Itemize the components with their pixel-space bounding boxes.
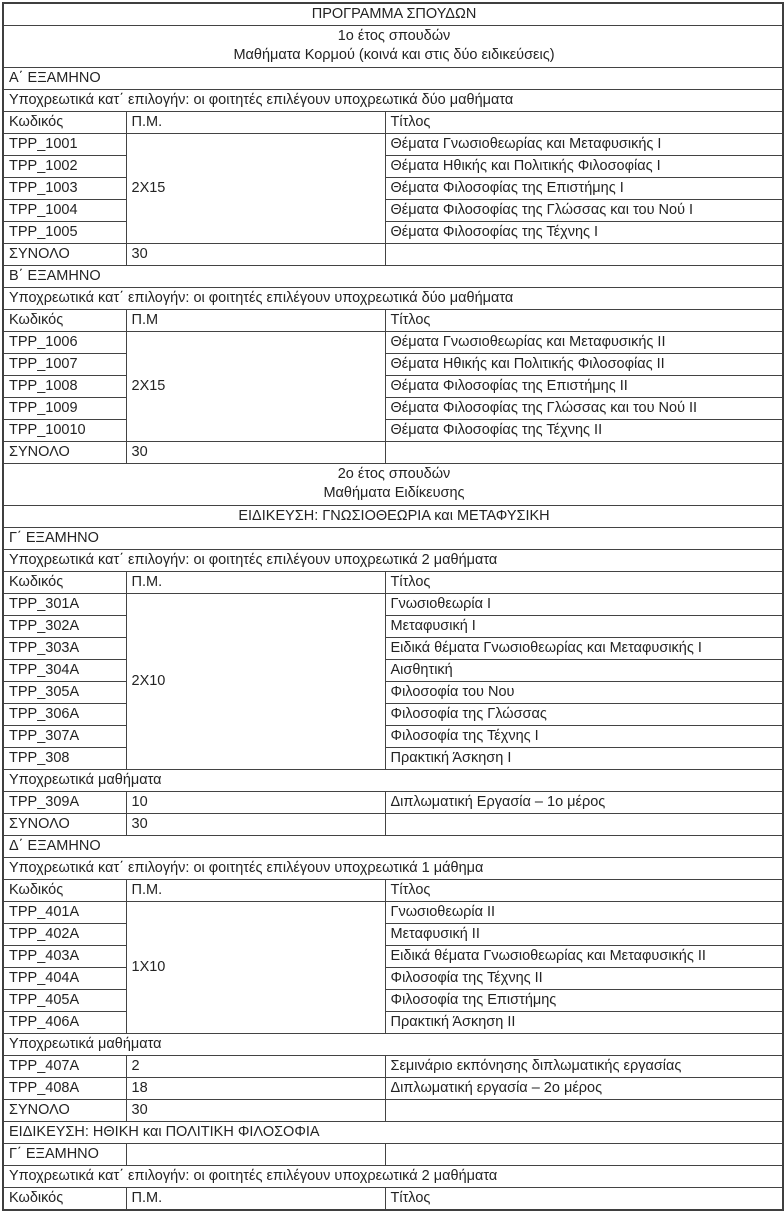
table-row [3, 68, 783, 90]
pm-cell: Π.Μ. [126, 1188, 385, 1211]
course-title-cell: Θέματα Γνωσιοθεωρίας και Μεταφυσικής I [385, 134, 783, 156]
title-cell: Τίτλος [385, 310, 783, 332]
course-title-cell: Θέματα Ηθικής και Πολιτικής Φιλοσοφίας I [385, 156, 783, 178]
course-title-cell: Θέματα Φιλοσοφίας της Τέχνης I [385, 222, 783, 244]
section-label: Δ΄ ΕΞΑΜΗΝΟ [3, 836, 783, 858]
pm-cell: Π.Μ. [126, 572, 385, 594]
course-title-cell: Φιλοσοφία της Τέχνης II [385, 968, 783, 990]
course-title-cell: Πρακτική Άσκηση I [385, 748, 783, 770]
course-code-cell: TPP_406A [3, 1012, 126, 1034]
course-title-cell: Φιλοσοφία του Νου [385, 682, 783, 704]
pm-cell: 30 [126, 1100, 385, 1122]
table-row [3, 550, 783, 572]
pm-cell: 10 [126, 792, 385, 814]
table-row [3, 770, 783, 792]
course-code-cell: TPP_1004 [3, 200, 126, 222]
section-label: Υποχρεωτικά κατ΄ επιλογήν: οι φοιτητές επιλέγουν υποχρεωτικά 2 μαθήματα [3, 550, 783, 572]
table-row [3, 156, 783, 178]
table-row [3, 814, 783, 836]
course-title-cell: Φιλοσοφία της Γλώσσας [385, 704, 783, 726]
table-row [3, 572, 783, 594]
code-cell: Κωδικός [3, 1188, 126, 1211]
course-code-cell: TPP_10010 [3, 420, 126, 442]
section-label: Υποχρεωτικά κατ΄ επιλογήν: οι φοιτητές επιλέγουν υποχρεωτικά δύο μαθήματα [3, 90, 783, 112]
course-title-cell: Γνωσιοθεωρία I [385, 594, 783, 616]
section-heading [3, 464, 783, 506]
table-row [3, 704, 783, 726]
table-row [3, 1122, 783, 1144]
course-code-cell: TPP_404A [3, 968, 126, 990]
table-row [3, 398, 783, 420]
code-cell: ΣΥΝΟΛΟ [3, 1100, 126, 1122]
pm-merged-cell: 2X15 [126, 332, 385, 442]
pm-merged-cell: 2X10 [126, 594, 385, 770]
section-label: Υποχρεωτικά κατ΄ επιλογήν: οι φοιτητές επιλέγουν υποχρεωτικά 2 μαθήματα [3, 1166, 783, 1188]
title-cell [385, 442, 783, 464]
course-code-cell: TPP_1003 [3, 178, 126, 200]
title-cell: Σεμινάριο εκπόνησης διπλωματικής εργασίας [385, 1056, 783, 1078]
table-row [3, 1166, 783, 1188]
course-code-cell: TPP_308 [3, 748, 126, 770]
course-code-cell: TPP_304A [3, 660, 126, 682]
course-title-cell: Φιλοσοφία της Επιστήμης [385, 990, 783, 1012]
pm-cell: 2 [126, 1056, 385, 1078]
course-code-cell: TPP_402A [3, 924, 126, 946]
table-row [3, 1100, 783, 1122]
course-title-cell: Φιλοσοφία της Τέχνης I [385, 726, 783, 748]
code-cell: TPP_407A [3, 1056, 126, 1078]
course-title-cell: Ειδικά θέματα Γνωσιοθεωρίας και Μεταφυσικής I [385, 638, 783, 660]
title-cell: Τίτλος [385, 880, 783, 902]
title-cell: Τίτλος [385, 1188, 783, 1211]
table-row [3, 858, 783, 880]
section-heading-line1: 1ο έτος σπουδών [337, 28, 451, 44]
table-row [3, 288, 783, 310]
table-row [3, 134, 783, 156]
table-row [3, 222, 783, 244]
table-body [3, 3, 783, 1210]
table-row [3, 354, 783, 376]
course-code-cell: TPP_1006 [3, 332, 126, 354]
table-row [3, 332, 783, 354]
table-row [3, 902, 783, 924]
course-code-cell: TPP_301A [3, 594, 126, 616]
course-title-cell: Θέματα Φιλοσοφίας της Γλώσσας και του Νού II [385, 398, 783, 420]
pm-merged-cell: 1X10 [126, 902, 385, 1034]
title-cell: Τίτλος [385, 112, 783, 134]
table-row [3, 3, 783, 26]
title-cell: Τίτλος [385, 572, 783, 594]
table-row [3, 836, 783, 858]
pm-cell: 30 [126, 814, 385, 836]
section-heading-line1: 2ο έτος σπουδών [337, 466, 451, 482]
pm-cell: Π.Μ. [126, 112, 385, 134]
pm-cell: 30 [126, 442, 385, 464]
course-title-cell: Θέματα Ηθικής και Πολιτικής Φιλοσοφίας II [385, 354, 783, 376]
section-label: ΠΡΟΓΡΑΜΜΑ ΣΠΟΥΔΩΝ [3, 3, 783, 26]
code-cell: ΣΥΝΟΛΟ [3, 814, 126, 836]
table-row [3, 594, 783, 616]
course-code-cell: TPP_303A [3, 638, 126, 660]
course-title-cell: Ειδικά θέματα Γνωσιοθεωρίας και Μεταφυσικής II [385, 946, 783, 968]
code-cell: TPP_408A [3, 1078, 126, 1100]
section-heading-line2: Μαθήματα Κορμού (κοινά και στις δύο ειδικεύσεις) [233, 47, 555, 63]
code-cell: ΣΥΝΟΛΟ [3, 442, 126, 464]
course-code-cell: TPP_1009 [3, 398, 126, 420]
section-label: ΕΙΔΙΚΕΥΣΗ: ΓΝΩΣΙΟΘΕΩΡΙΑ και ΜΕΤΑΦΥΣΙΚΗ [3, 506, 783, 528]
table-row [3, 792, 783, 814]
section-label: ΕΙΔΙΚΕΥΣΗ: ΗΘΙΚΗ και ΠΟΛΙΤΙΚΗ ΦΙΛΟΣΟΦΙΑ [3, 1122, 783, 1144]
code-cell: Κωδικός [3, 572, 126, 594]
table-row [3, 112, 783, 134]
table-row [3, 1144, 783, 1166]
course-code-cell: TPP_306A [3, 704, 126, 726]
table-row [3, 528, 783, 550]
course-title-cell: Μεταφυσική II [385, 924, 783, 946]
section-label: Υποχρεωτικά μαθήματα [3, 1034, 783, 1056]
course-code-cell: TPP_1005 [3, 222, 126, 244]
section-label: Β΄ ΕΞΑΜΗΝΟ [3, 266, 783, 288]
table-row [3, 1056, 783, 1078]
section-label: Α΄ ΕΞΑΜΗΝΟ [3, 68, 783, 90]
course-code-cell: TPP_1002 [3, 156, 126, 178]
section-heading-line2: Μαθήματα Ειδίκευσης [323, 485, 465, 501]
section-label: Γ΄ ΕΞΑΜΗΝΟ [3, 528, 783, 550]
table-row [3, 420, 783, 442]
course-code-cell: TPP_405A [3, 990, 126, 1012]
table-row [3, 1034, 783, 1056]
course-code-cell: TPP_302A [3, 616, 126, 638]
study-program-table [2, 2, 784, 1211]
course-code-cell: TPP_401A [3, 902, 126, 924]
course-title-cell: Αισθητική [385, 660, 783, 682]
pm-cell: Π.Μ. [126, 880, 385, 902]
code-cell: Κωδικός [3, 112, 126, 134]
code-cell: ΣΥΝΟΛΟ [3, 244, 126, 266]
table-row [3, 946, 783, 968]
pm-cell: 18 [126, 1078, 385, 1100]
code-cell: TPP_309A [3, 792, 126, 814]
section-heading [3, 26, 783, 68]
table-row [3, 924, 783, 946]
course-title-cell: Θέματα Φιλοσοφίας της Επιστήμης I [385, 178, 783, 200]
table-row [3, 464, 783, 506]
table-row [3, 682, 783, 704]
table-row [3, 506, 783, 528]
table-row [3, 748, 783, 770]
course-code-cell: TPP_1007 [3, 354, 126, 376]
title-cell [385, 1100, 783, 1122]
table-row [3, 968, 783, 990]
course-title-cell: Θέματα Φιλοσοφίας της Επιστήμης II [385, 376, 783, 398]
course-code-cell: TPP_305A [3, 682, 126, 704]
code-cell: Κωδικός [3, 880, 126, 902]
table-row [3, 376, 783, 398]
section-label: Υποχρεωτικά κατ΄ επιλογήν: οι φοιτητές επιλέγουν υποχρεωτικά δύο μαθήματα [3, 288, 783, 310]
table-row [3, 200, 783, 222]
course-code-cell: TPP_1001 [3, 134, 126, 156]
course-code-cell: TPP_1008 [3, 376, 126, 398]
course-title-cell: Θέματα Γνωσιοθεωρίας και Μεταφυσικής II [385, 332, 783, 354]
table-row [3, 726, 783, 748]
table-row [3, 990, 783, 1012]
table-row [3, 616, 783, 638]
title-cell [385, 1144, 783, 1166]
table-row [3, 244, 783, 266]
title-cell: Διπλωματική εργασία – 2ο μέρος [385, 1078, 783, 1100]
table-row [3, 1078, 783, 1100]
pm-cell: 30 [126, 244, 385, 266]
code-cell: Κωδικός [3, 310, 126, 332]
section-label: Υποχρεωτικά κατ΄ επιλογήν: οι φοιτητές επιλέγουν υποχρεωτικά 1 μάθημα [3, 858, 783, 880]
table-row [3, 638, 783, 660]
table-row [3, 90, 783, 112]
pm-merged-cell: 2X15 [126, 134, 385, 244]
section-label: Υποχρεωτικά μαθήματα [3, 770, 783, 792]
table-row [3, 26, 783, 68]
course-title-cell: Θέματα Φιλοσοφίας της Γλώσσας και του Νού I [385, 200, 783, 222]
course-title-cell: Γνωσιοθεωρία II [385, 902, 783, 924]
table-row [3, 310, 783, 332]
course-title-cell: Μεταφυσική I [385, 616, 783, 638]
title-cell [385, 244, 783, 266]
pm-cell [126, 1144, 385, 1166]
table-row [3, 1012, 783, 1034]
course-title-cell: Πρακτική Άσκηση II [385, 1012, 783, 1034]
table-row [3, 1188, 783, 1211]
code-cell: Γ΄ ΕΞΑΜΗΝΟ [3, 1144, 126, 1166]
table-row [3, 660, 783, 682]
table-row [3, 178, 783, 200]
pm-cell: Π.Μ [126, 310, 385, 332]
title-cell [385, 814, 783, 836]
title-cell: Διπλωματική Εργασία – 1ο μέρος [385, 792, 783, 814]
table-row [3, 442, 783, 464]
table-row [3, 266, 783, 288]
course-title-cell: Θέματα Φιλοσοφίας της Τέχνης II [385, 420, 783, 442]
course-code-cell: TPP_403A [3, 946, 126, 968]
table-row [3, 880, 783, 902]
course-code-cell: TPP_307A [3, 726, 126, 748]
